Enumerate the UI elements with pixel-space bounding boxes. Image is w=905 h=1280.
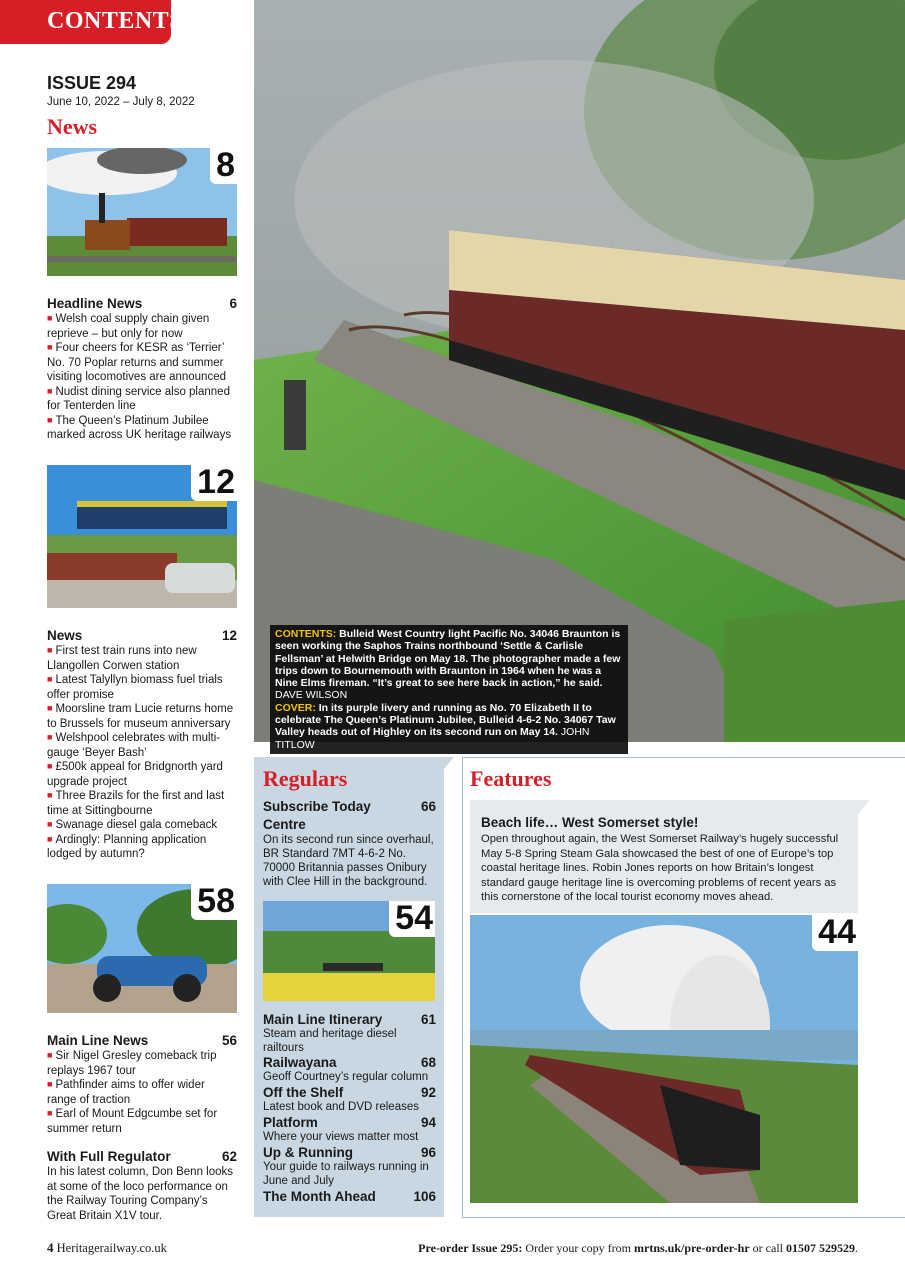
entry-title: The Month Ahead xyxy=(263,1189,376,1204)
headline-news-list xyxy=(47,312,237,443)
entry-page: 62 xyxy=(221,1149,237,1164)
photo-west-somerset-coast xyxy=(470,915,858,1203)
news-list xyxy=(47,644,237,862)
caption-contents-label: CONTENTS: xyxy=(275,628,337,640)
entry-page: 66 xyxy=(420,799,436,814)
regular-entry[interactable] xyxy=(263,1115,436,1130)
entry-page: 61 xyxy=(420,1012,436,1027)
caption-credit-cover: JOHN TITLOW xyxy=(275,726,590,751)
caption-cover-text: In its purple livery and running as No. 70 Elizabeth II to celebrate The Queen’s Platinum Jubilee, Bulleid 4-6-2 No. 34067 Taw Valley heads out of Highley on its second run on May 14. xyxy=(275,701,616,739)
entry-title: Main Line News xyxy=(47,1033,149,1048)
photo-blue-racing-car xyxy=(47,884,237,1013)
list-item: ■ Sir Nigel Gresley comeback trip replays 1967 tour xyxy=(47,1049,237,1078)
list-item: ■ The Queen’s Platinum Jubilee marked across UK heritage railways xyxy=(47,414,237,443)
site-name: Heritagerailway.co.uk xyxy=(56,1241,167,1255)
footer-preorder: Pre-order Issue 295: Order your copy from mrtns.uk/pre-order-hr or call 01507 529529. xyxy=(418,1241,858,1255)
entry-subtitle: Your guide to railways running in June and July xyxy=(263,1161,429,1187)
caption-credit-contents: DAVE WILSON xyxy=(275,689,348,702)
preorder-text: Order your copy from xyxy=(525,1241,632,1255)
page-badge: 8 xyxy=(210,148,237,184)
entry-title: Up & Running xyxy=(263,1145,353,1160)
list-item: ■ Ardingly: Planning application lodged by autumn? xyxy=(47,833,237,862)
entry-title: News xyxy=(47,628,83,643)
entry-subtitle: Where your views matter most xyxy=(263,1131,419,1143)
preorder-link[interactable]: mrtns.uk/pre-order-hr xyxy=(634,1241,750,1255)
feature-title: Beach life… West Somerset style! xyxy=(481,815,699,830)
entry-title: Platform xyxy=(263,1115,318,1130)
regulars-heading: Regulars xyxy=(263,766,348,791)
entry-title: Main Line Itinerary xyxy=(263,1012,383,1027)
caption-contents-text: Bulleid West Country light Pacific No. 34046 Braunton is seen working the Saphos Trains northbound ‘Settle & Carlisle Fellsman’ at Helwith Bridge on May 18. The photographer made a few trips down to Bournemouth with Braunton in 1964 when he was a Nine Elms fireman. “It’s great to see here back in action,” he said. xyxy=(275,628,621,690)
page-badge: 12 xyxy=(191,465,237,501)
list-item: ■ £500k appeal for Bridgnorth yard upgrade project xyxy=(47,760,237,789)
entry-subtitle: Latest book and DVD releases xyxy=(263,1101,419,1113)
entry-title: Centre xyxy=(263,817,306,832)
list-item: ■ Swanage diesel gala comeback xyxy=(47,818,237,833)
entry-page: 106 xyxy=(413,1189,436,1204)
page-badge: 54 xyxy=(389,901,435,937)
news-section-heading: News xyxy=(47,114,98,139)
preorder-phone: 01507 529529 xyxy=(786,1241,855,1255)
preorder-label: Pre-order Issue 295: xyxy=(418,1241,523,1255)
regular-entry[interactable] xyxy=(263,1189,436,1204)
regular-entry[interactable] xyxy=(263,1085,436,1100)
list-item: ■ Welshpool celebrates with multi-gauge ‘Beyer Bash’ xyxy=(47,731,237,760)
list-item: ■ Three Brazils for the first and last time at Sittingbourne xyxy=(47,789,237,818)
contents-tab xyxy=(0,0,184,44)
entry-title: Off the Shelf xyxy=(263,1085,344,1100)
news-entry[interactable] xyxy=(47,628,237,643)
issue-date: June 10, 2022 – July 8, 2022 xyxy=(47,96,195,108)
list-item: ■ Four cheers for KESR as ‘Terrier’ No. 70 Poplar returns and summer visiting locomotives are announced xyxy=(47,341,237,385)
list-item: ■ First test train runs into new Llangollen Corwen station xyxy=(47,644,237,673)
issue-number: ISSUE 294 xyxy=(47,73,137,93)
photo-britannia-onibury xyxy=(263,901,435,1001)
contents-label: CONTENTS xyxy=(47,8,184,34)
entry-page: 92 xyxy=(420,1085,436,1100)
list-item: ■ Nudist dining service also planned for Tenterden line xyxy=(47,385,237,414)
page-badge: 58 xyxy=(191,884,237,920)
list-item: ■ Earl of Mount Edgcumbe set for summer return xyxy=(47,1107,237,1136)
list-item: ■ Pathfinder aims to offer wider range of traction xyxy=(47,1078,237,1107)
features-heading: Features xyxy=(470,766,552,791)
footer-left xyxy=(47,1240,167,1256)
entry-title: Headline News xyxy=(47,296,143,311)
photo-terrier-locomotive xyxy=(47,148,237,276)
entry-page: 96 xyxy=(420,1145,436,1160)
entry-page: 6 xyxy=(229,296,237,311)
entry-title: With Full Regulator xyxy=(47,1149,171,1164)
list-item: ■ Latest Talyllyn biomass fuel trials offer promise xyxy=(47,673,237,702)
entry-subtitle: Steam and heritage diesel railtours xyxy=(263,1028,397,1054)
full-regulator-entry[interactable] xyxy=(47,1149,237,1164)
preorder-or: or call xyxy=(752,1241,783,1255)
regular-entry[interactable] xyxy=(263,1145,436,1160)
entry-page: 94 xyxy=(420,1115,436,1130)
feature-text: Open throughout again, the West Somerset Railway’s hugely successful May 5-8 Spring Steam Gala showcased the best of one of Europe’s top coastal heritage lines. Robin Jones reports on how Britain’s longest standard gauge heritage line is overcoming problems of recent years as this cornerstone of the local tourist economy moves ahead. xyxy=(481,833,839,903)
subscribe-entry[interactable] xyxy=(263,799,436,814)
entry-page: 56 xyxy=(221,1033,237,1048)
entry-title: Subscribe Today xyxy=(263,799,371,814)
main-line-news-entry[interactable] xyxy=(47,1033,237,1048)
list-item: ■ Welsh coal supply chain given reprieve – but only for now xyxy=(47,312,237,341)
regular-entry[interactable] xyxy=(263,1055,436,1070)
caption-cover-label: COVER: xyxy=(275,701,316,714)
entry-page: 68 xyxy=(420,1055,436,1070)
page-badge: 44 xyxy=(812,915,858,951)
entry-subtitle: Geoff Courtney’s regular column xyxy=(263,1071,429,1083)
photo-class-50-diesel xyxy=(47,465,237,608)
main-line-news-list xyxy=(47,1049,237,1136)
entry-page: 12 xyxy=(221,628,237,643)
regular-entry[interactable] xyxy=(263,1012,436,1027)
centre-text: On its second run since overhaul, BR Standard 7MT 4-6-2 No. 70000 Britannia passes Onibury with Clee Hill in the background. xyxy=(263,834,434,888)
headline-news-entry[interactable] xyxy=(47,296,237,311)
list-item: ■ Moorsline tram Lucie returns home to Brussels for museum anniversary xyxy=(47,702,237,731)
full-regulator-text: In his latest column, Don Benn looks at some of the loco performance on the Railway Touring Company’s Great Britain X1V tour. xyxy=(47,1166,234,1222)
page-number: 4 xyxy=(47,1240,54,1255)
photo-caption xyxy=(270,625,628,754)
centre-entry[interactable] xyxy=(263,817,436,832)
entry-title: Railwayana xyxy=(263,1055,337,1070)
